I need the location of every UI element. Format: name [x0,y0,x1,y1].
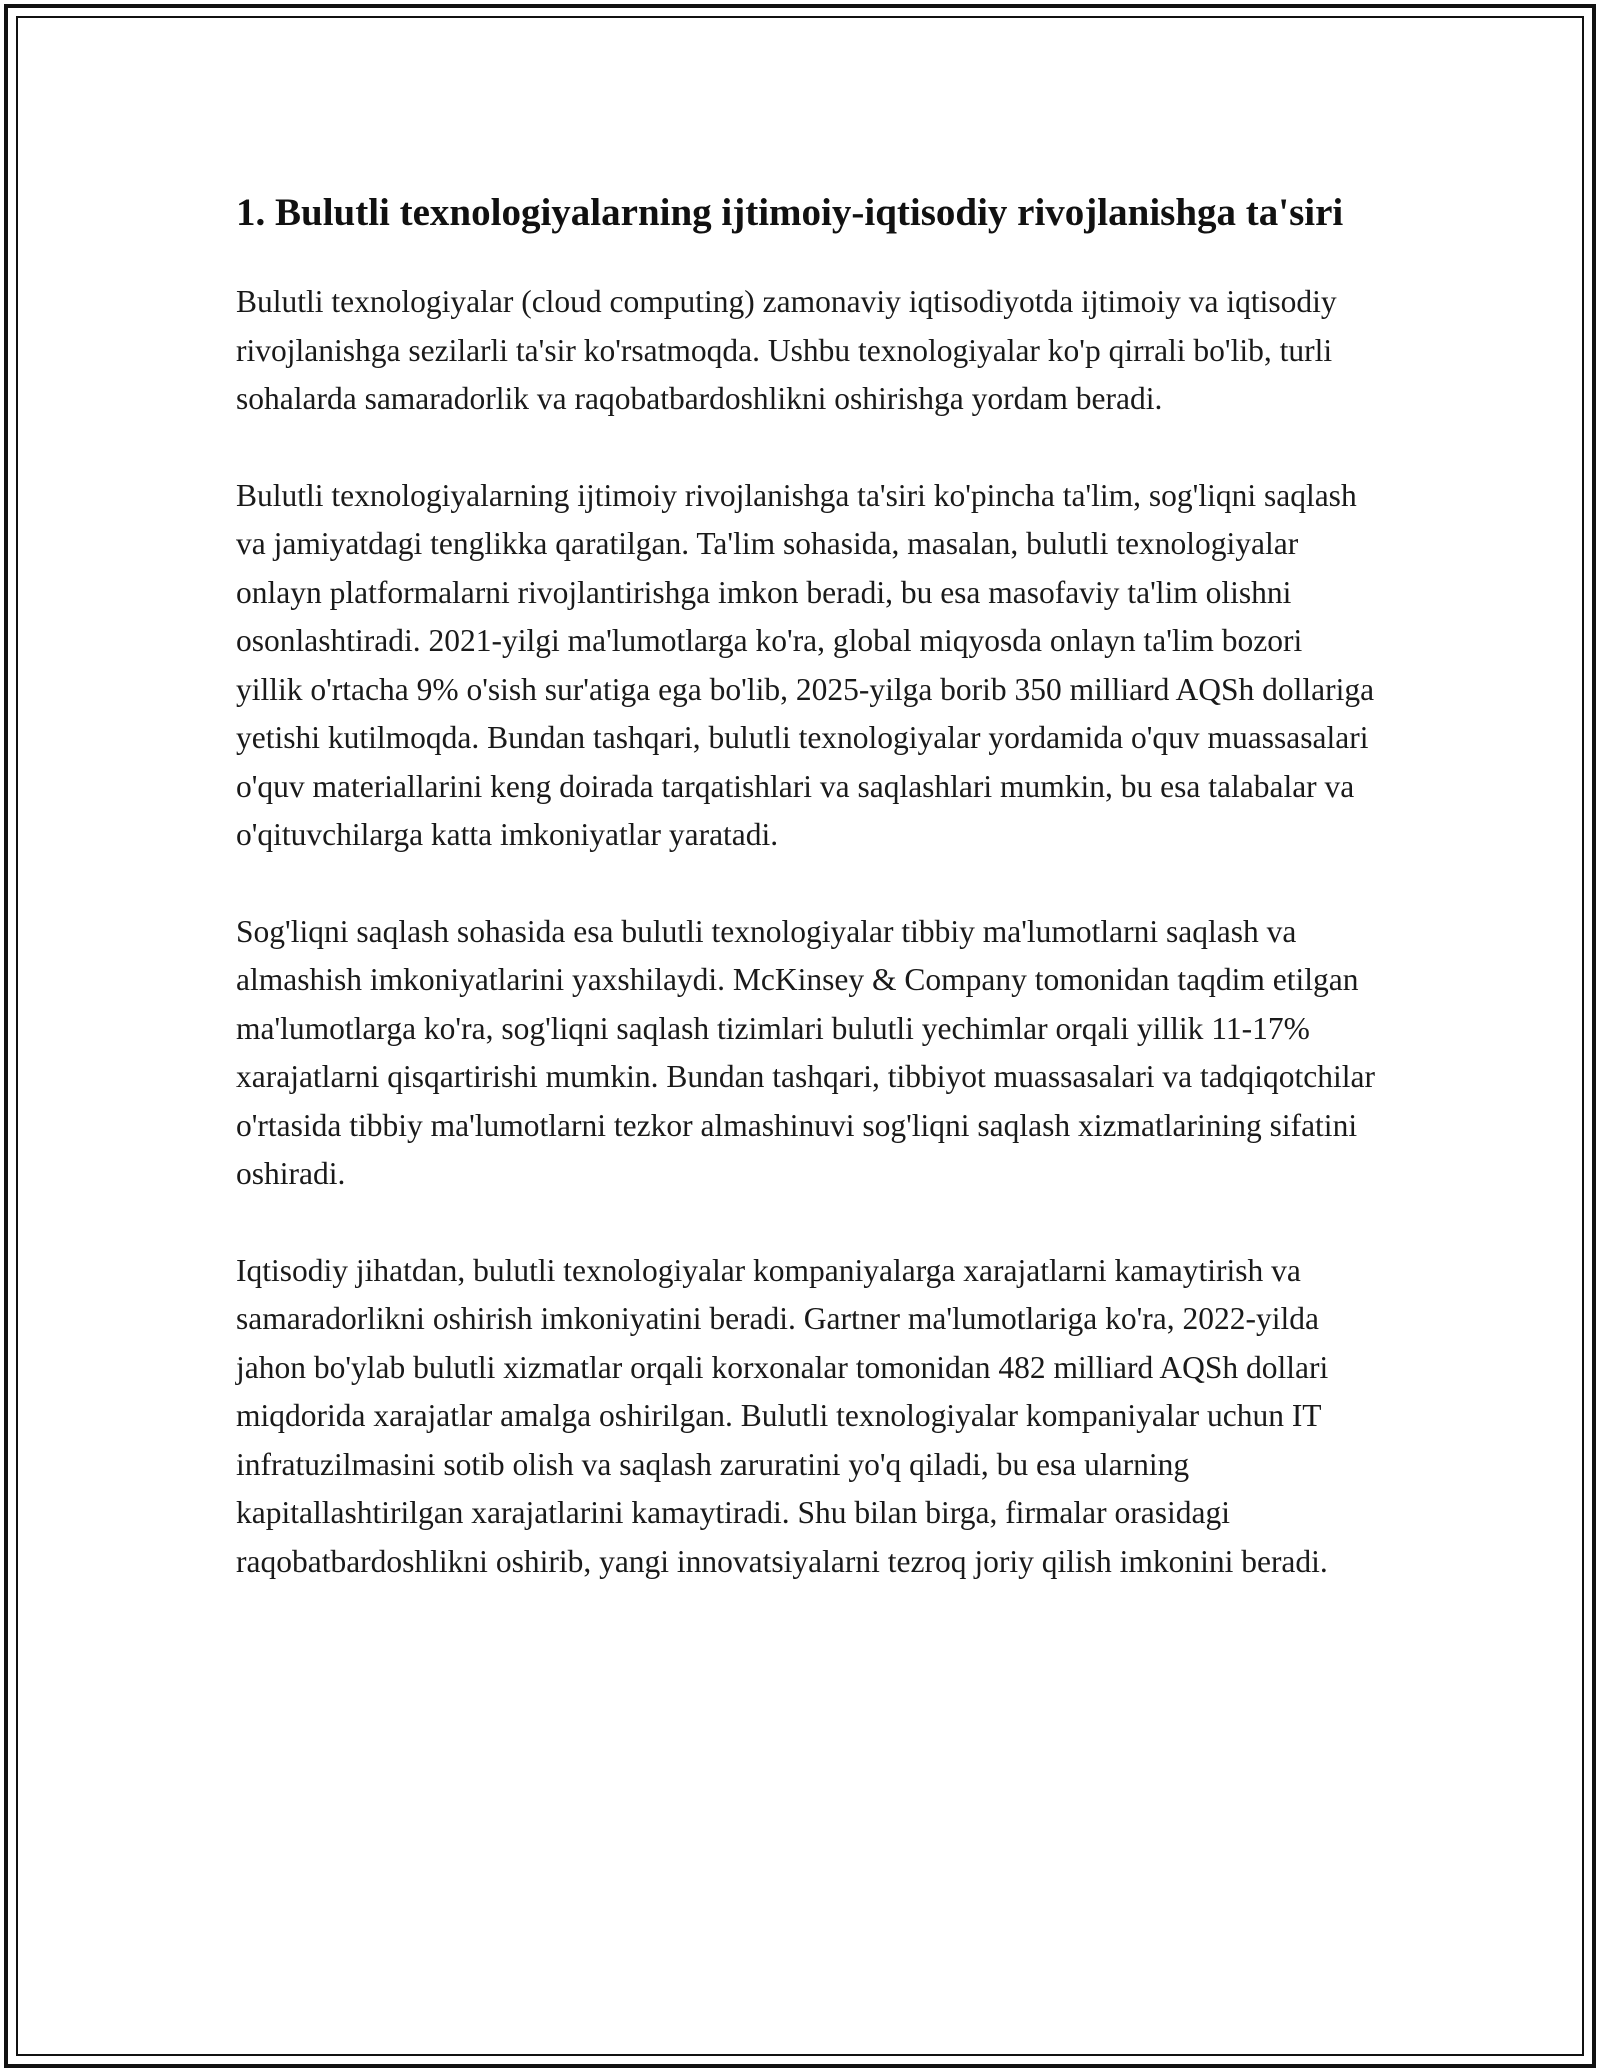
paragraph-healthcare: Sog'liqni saqlash sohasida esa bulutli texnologiyalar tibbiy ma'lumotlarni saqlash va almashish imkoniyatlarini yaxshilaydi. McKinsey & Company tomonidan taqdim etilgan ma'lumotlarga ko'ra, sog'liqni saqlash tizimlari bulutli yechimlar orqali yillik 11-17% xarajatlarni qisqartirishi mumkin. Bundan tashqari, tibbiyot muassasalari va tadqiqotchilar o'rtasida tibbiy ma'lumotlarni tezkor almashinuvi sog'liqni saqlash xizmatlarining sifatini oshiradi. [236,913,1375,1191]
document-body [236,186,1376,1586]
paragraph-intro: Bulutli texnologiyalar (cloud computing) zamonaviy iqtisodiyotda ijtimoiy va iqtisodiy rivojlanishga sezilarli ta'sir ko'rsatmoqda. Ushbu texnologiyalar ko'p qirrali bo'lib, turli sohalarda samaradorlik va raqobatbardoshlikni oshirishga yordam beradi. [236,284,1337,416]
paragraph-economic-impact: Iqtisodiy jihatdan, bulutli texnologiyalar kompaniyalarga xarajatlarni kamaytirish va samaradorlikni oshirish imkoniyatini beradi. Gartner ma'lumotlariga ko'ra, 2022-yilda jahon bo'ylab bulutli xizmatlar orqali korxonalar tomonidan 482 milliard AQSh dollari miqdorida xarajatlar amalga oshirilgan. Bulutli texnologiyalar kompaniyalar uchun IT infratuzilmasini sotib olish va saqlash zaruratini yo'q qiladi, bu esa ularning kapitallashtirilgan xarajatlarini kamaytiradi. Shu bilan birga, firmalar orasidagi raqobatbardoshlikni oshirib, yangi innovatsiyalarni tezroq joriy qilish imkonini beradi. [236,1252,1329,1579]
paragraph-social-impact: Bulutli texnologiyalarning ijtimoiy rivojlanishga ta'siri ko'pincha ta'lim, sog'liqni saqlash va jamiyatdagi tenglikka qaratilgan. Ta'lim sohasida, masalan, bulutli texnologiyalar onlayn platformalarni rivojlantirishga imkon beradi, bu esa masofaviy ta'lim olishni osonlashtiradi. 2021-yilgi ma'lumotlarga ko'ra, global miqyosda onlayn ta'lim bozori yillik o'rtacha 9% o'sish sur'atiga ega bo'lib, 2025-yilga borib 350 milliard AQSh dollariga yetishi kutilmoqda. Bundan tashqari, bulutli texnologiyalar yordamida o'quv muassasalari o'quv materiallarini keng doirada tarqatishlari va saqlashlari mumkin, bu esa talabalar va o'qituvchilarga katta imkoniyatlar yaratadi. [236,477,1375,852]
section-heading: 1. Bulutli texnologiyalarning ijtimoiy-iqtisodiy rivojlanishga ta'siri [236,191,1344,234]
